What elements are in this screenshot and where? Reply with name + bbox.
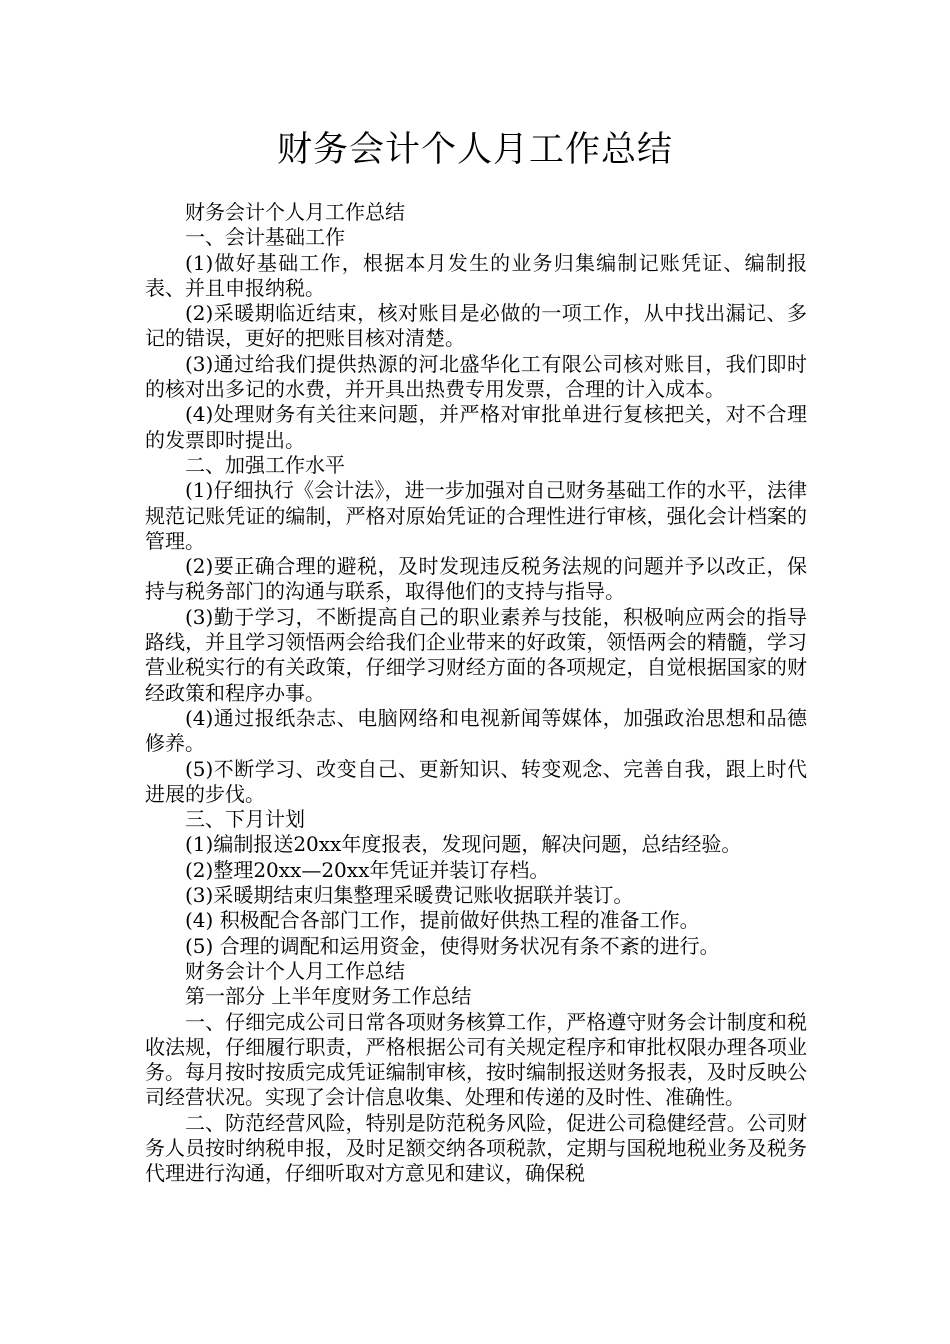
paragraph: (4)通过报纸杂志、电脑网络和电视新闻等媒体，加强政治思想和品德修养。: [145, 705, 807, 756]
paragraph: (5)不断学习、改变自己、更新知识、转变观念、完善自我，跟上时代进展的步伐。: [145, 756, 807, 806]
paragraph: 财务会计个人月工作总结: [185, 200, 405, 224]
paragraph: (5) 合理的调配和运用资金，使得财务状况有条不紊的进行。: [185, 933, 720, 958]
section-heading: 三、下月计划: [185, 807, 305, 832]
paragraph: (2)要正确合理的避税，及时发现违反税务法规的问题并予以改正，保持与税务部门的沟通与联系，取得他们的支持与指导。: [145, 554, 807, 604]
paragraph: (1)仔细执行《会计法》，进一步加强对自己财务基础工作的水平，法律规范记账凭证的编制，严格对原始凭证的合理性进行审核，强化会计档案的管理。: [145, 478, 807, 553]
paragraph: (3)采暖期结束归集整理采暖费记账收据联并装订。: [185, 883, 634, 908]
paragraph: (3)勤于学习，不断提高自己的职业素养与技能，积极响应两会的指导路线，并且学习领悟两会给我们企业带来的好政策，领悟两会的精髓，学习营业税实行的有关政策，仔细学习财经方面的各项规定，自觉根据国家的财经政策和程序办事。: [145, 604, 807, 705]
paragraph: (4)处理财务有关往来问题，并严格对审批单进行复核把关，对不合理的发票即时提出。: [145, 402, 807, 452]
paragraph: (2)整理20xx—20xx年凭证并装订存档。: [185, 857, 550, 882]
paragraph: (1)做好基础工作，根据本月发生的业务归集编制记账凭证、编制报表、并且申报纳税。: [145, 250, 807, 300]
paragraph: (4) 积极配合各部门工作，提前做好供热工程的准备工作。: [185, 908, 700, 933]
section-heading: 二、加强工作水平: [185, 452, 345, 477]
paragraph: 一、仔细完成公司日常各项财务核算工作，严格遵守财务会计制度和税收法规，仔细履行职责，严格根据公司有关规定程序和审批权限办理各项业务。每月按时按质完成凭证编制审核，按时编制报送财务报表，及时反映公司经营状况。实现了会计信息收集、处理和传递的及时性、准确性。: [145, 1009, 807, 1110]
document-body: [145, 200, 807, 1187]
paragraph: 财务会计个人月工作总结: [185, 958, 405, 983]
paragraph: (1)编制报送20xx年度报表，发现问题，解决问题，总结经验。: [185, 832, 742, 857]
section-heading: 一、会计基础工作: [185, 225, 345, 250]
paragraph: (3)通过给我们提供热源的河北盛华化工有限公司核对账目，我们即时的核对出多记的水费，并开具出热费专用发票，合理的计入成本。: [145, 351, 807, 402]
document-title: 财务会计个人月工作总结: [276, 130, 673, 170]
paragraph: (2)采暖期临近结束，核对账目是必做的一项工作，从中找出漏记、多记的错误，更好的把账目核对清楚。: [145, 301, 807, 351]
paragraph: 二、防范经营风险，特别是防范税务风险，促进公司稳健经营。公司财务人员按时纳税申报，及时足额交纳各项税款，定期与国税地税业务及税务代理进行沟通，仔细听取对方意见和建议，确保税: [145, 1110, 807, 1186]
section-heading: 第一部分 上半年度财务工作总结: [185, 984, 472, 1009]
